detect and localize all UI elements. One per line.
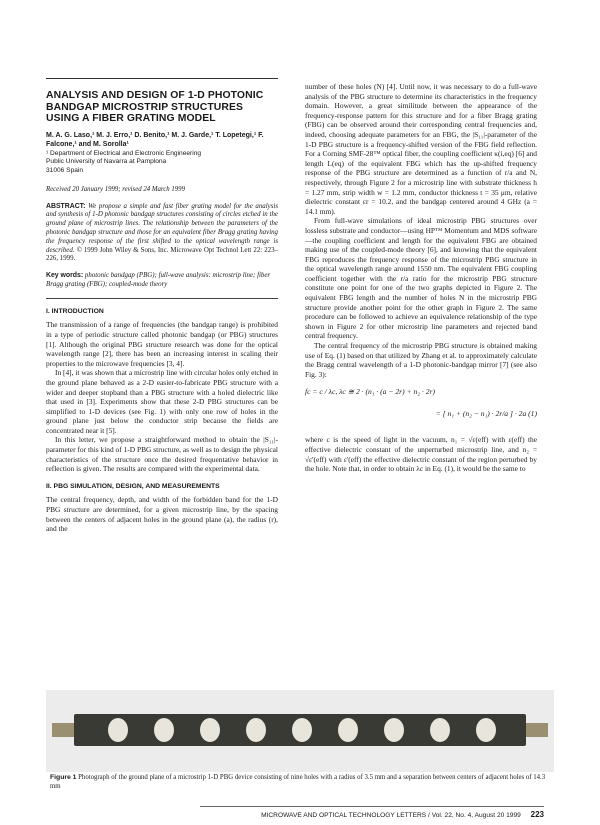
section2-paragraph-1: The central frequency, depth, and width of the forbidden band for the 1-D PBG structure are determined, for a given microstrip line, by the spacing between the centers of adjacent holes in the ground plane (a), the radius (r), and the	[46, 495, 278, 534]
abstract	[46, 203, 278, 265]
affiliation-line: Public University of Navarra at Pamplona	[46, 158, 167, 166]
keywords-text: photonic bandgap (PBG); full-wave analysis: microstrip line; fiber Bragg grating (FBG); coupled-mode theory	[46, 272, 271, 288]
right-paragraph-4: where c is the speed of light in the vacuum, n₁ = √ε(eff) with ε(eff) the effective dielectric constant of the unperturbed microstrip line, and n₂ = √ε'(eff) with ε'(eff) the effective dielectric constant of the region perturbed by the hole. Note that, in order to obtain λc in Eq. (1), it would be the same to	[305, 435, 537, 474]
etched-hole	[292, 718, 312, 742]
author-list: M. A. G. Laso,¹ M. J. Erro,¹ D. Benito,¹ M. J. Garde,¹ T. Lopetegi,¹ F. Falcone,¹ and M. Sorolla¹	[46, 131, 264, 148]
intro-paragraph-2: In [4], it was shown that a microstrip line with circular holes only etched in the ground plane behaved as a 2-D easier-to-fabricate PBG structure with a wider and deeper stopband than a PBG structure with a holed dielectric like that used in [3]. Experiments show that these 2-D PBG structures can be simplified to 1-D devices (see Fig. 1) with only one row of holes in the ground plane just below the conductor strip because the fields are concentrated near it [5].	[46, 368, 278, 435]
etched-hole	[476, 718, 496, 742]
right-paragraph-1: number of these holes (N) [4]. Until now, it was necessary to do a full-wave analysis of the PBG structure to determine its characteristics in the frequency domain. However, a great similitude between the appearance of the frequency-response pattern for this structure and for a fiber Bragg grating (FBG) can be observed around their corresponding central frequencies and, indeed, choosing adequate parameters for an FBG, the |S₁₁|-parameter of the 1-D PBG structure is a frequency-shifted version of the FBG field reflection. For a Corning SMF-28™ optical fiber, the coupling coefficient κ(i,eq) [6] and length L(eq) of the equivalent FBG which has the up-shifted frequency response of the PBG structure are determined as a function of r/a and N, respectively, through Figure 2 for a microstrip line with substrate thickness h = 1.27 mm, strip width w = 1.2 mm, conductor thickness t = 35 μm, relative dielectric constant εr = 10.2, and the bandgap centered around 4 GHz (a = 14.1 mm).	[305, 82, 537, 216]
left-connector	[52, 723, 76, 737]
journal-info: MICROWAVE AND OPTICAL TECHNOLOGY LETTERS / Vol. 22, No. 4, August 20 1999	[261, 812, 521, 819]
etched-hole	[154, 718, 174, 742]
intro-paragraph-1: The transmission of a range of frequencies (the bandgap range) is prohibited in a type of periodic structure called photonic bandgap (or PBG) structures [1]. Although the original PBG structure research was done for the optical wavelength range [2], there has been an increasing interest in scaling their properties to the microwave frequencies [3, 4].	[46, 320, 278, 368]
keywords-label: Key words:	[46, 272, 84, 280]
figure-caption-text: Photograph of the ground plane of a microstrip 1-D PBG device consisting of nine holes with a radius of 3.5 mm and a separation between centers of adjacent holes of 14.3 mm	[50, 774, 546, 790]
right-column	[305, 82, 537, 474]
keywords	[46, 272, 278, 290]
etched-hole	[338, 718, 358, 742]
right-paragraph-3: The central frequency of the microstrip PBG structure is obtained making use of Eq. (1) based on that utilized by Zhang et al. to approximately calculate the Bragg central wavelength of a 1-D photonic-bandgap mirror [7] (see also Fig. 3):	[305, 341, 537, 379]
right-connector	[524, 723, 548, 737]
abstract-text: We propose a simple and fast fiber grating model for the analysis and synthesis of 1-D photonic bandgap structures consisting of circles etched in the ground plane of microstrip lines. The relationship between the parameters of the photonic bandgap structure and those for an equivalent fiber Bragg grating having the frequency response of the first shifted to the optical wavelength range is described.	[46, 202, 278, 254]
etched-hole	[384, 718, 404, 742]
pbg-device-image	[46, 690, 554, 772]
hole-group	[108, 718, 496, 742]
article-title: ANALYSIS AND DESIGN OF 1-D PHOTONIC BANDGAP MICROSTRIP STRUCTURES USING A FIBER GRATING MODEL	[46, 90, 264, 125]
section-divider	[46, 298, 278, 299]
etched-hole	[246, 718, 266, 742]
figure-1-photo	[46, 690, 554, 772]
affiliation-line: 31006 Spain	[46, 166, 84, 174]
equation-line-2: = [ n₁ + (n₂ − n₁) · 2r/a ] · 2a (1)	[435, 409, 537, 419]
section2-heading: II. PBG SIMULATION, DESIGN, AND MEASUREMENTS	[46, 482, 220, 490]
etched-hole	[200, 718, 220, 742]
intro-paragraph-3: In this letter, we propose a straightforward method to obtain the |S₁₁|-parameter for this kind of 1-D PBG structure, as well as to design the physical characteristics of the structure once the desired frequentative behavior in reflection is given. The results are compared with the experimental data.	[46, 435, 278, 474]
abstract-tail: © 1999 John Wiley & Sons, Inc. Microwave Opt Technol Lett 22: 223–226, 1999.	[46, 246, 279, 263]
etched-hole	[108, 718, 128, 742]
affiliation-line: ¹ Department of Electrical and Electronic Engineering	[46, 149, 202, 157]
affiliation	[46, 150, 278, 175]
figure-label: Figure 1	[50, 774, 77, 781]
abstract-label: ABSTRACT:	[46, 202, 86, 210]
equation-line-1: fc = c / λc, λc ≅ 2 · (n₁ · (a − 2r) + n₂ · 2r)	[305, 387, 435, 397]
title-rule	[46, 78, 278, 79]
equation-1	[305, 387, 537, 427]
right-paragraph-2: From full-wave simulations of ideal microstrip PBG structures over lossless substrate and conductor—using HP™ Momentum and MDS software—the coupling coefficient and length for the equivalent FBG are obtained making use of the coupled-mode theory [6], and knowing that the equivalent FBG reproduces the frequency response of the microstrip PBG structure in the optical wavelength range around 1550 nm. The equivalent FBG coupling coefficient together with the r/a ratio for the microstrip PBG structure constitute one point for one of the two graphs depicted in Figure 2. The equivalent FBG length and the number of holes N in the microstrip PBG structure provide another point for the other graph in Figure 2. The same procedure can be followed to achieve an equivalence relationship of the type shown in Figure 2 for other microstrip line parameters and rejected band central frequency.	[305, 216, 537, 341]
received-date: Received 20 January 1999; revised 24 March 1999	[46, 186, 185, 193]
intro-heading: I. INTRODUCTION	[46, 307, 104, 315]
etched-hole	[430, 718, 450, 742]
page-footer	[200, 806, 544, 819]
page-number: 223	[530, 810, 544, 819]
left-column	[46, 82, 278, 534]
figure-caption	[50, 774, 550, 792]
